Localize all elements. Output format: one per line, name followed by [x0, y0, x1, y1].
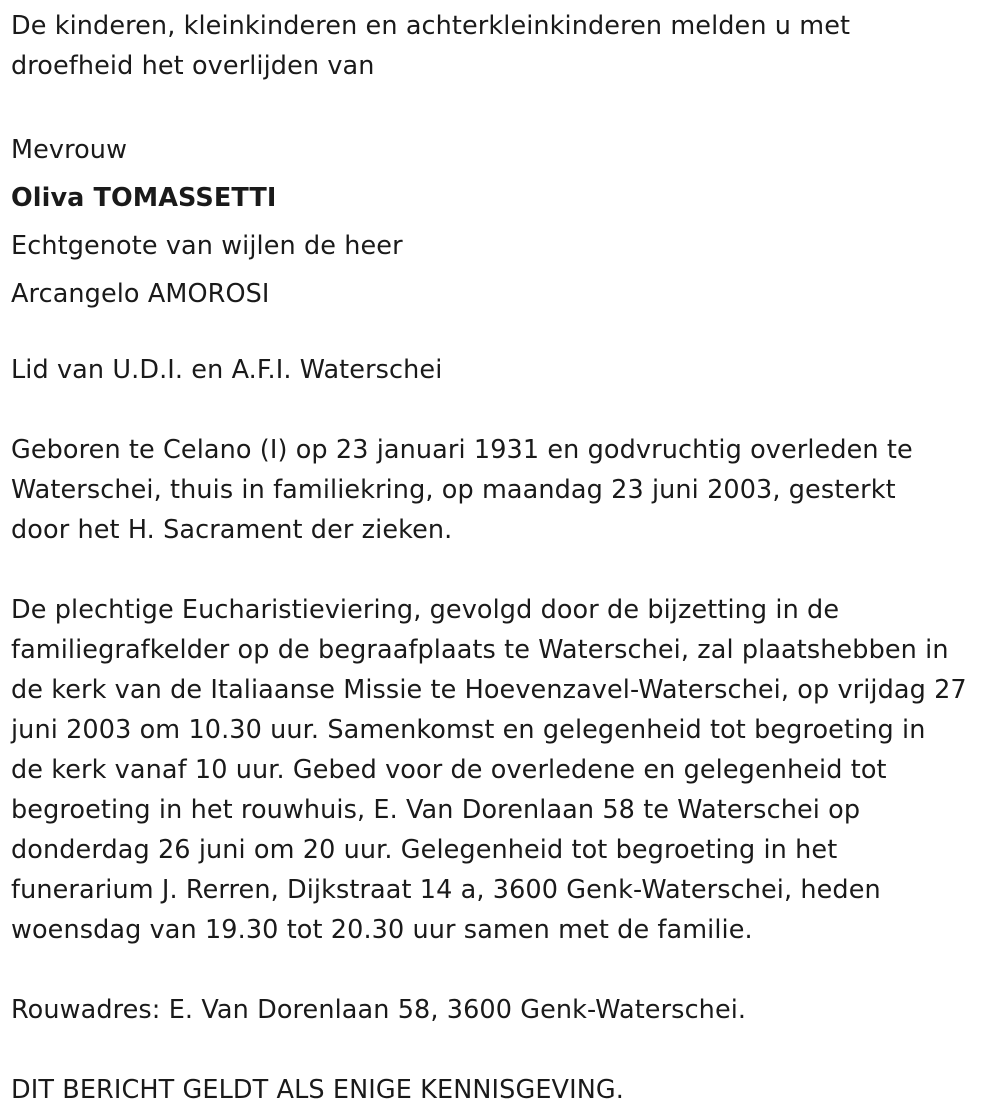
- spacer: [11, 550, 996, 590]
- deceased-name: Oliva TOMASSETTI: [11, 183, 277, 213]
- spacer: [11, 86, 996, 126]
- spacer: [11, 390, 996, 430]
- spacer: [11, 1030, 996, 1070]
- birth-death-paragraph: Geboren te Celano (I) op 23 januari 1931 en godvruchtig overleden te Waterschei, thuis in familiekring, op maandag 23 juni 2003, gesterkt door het H. Sacrament der zieken.: [11, 435, 913, 545]
- ceremony-paragraph: De plechtige Eucharistieviering, gevolgd door de bijzetting in de familiegrafkelder op de begraafplaats te Waterschei, zal plaatshebben in de kerk van de Italiaanse Missie te Hoevenzavel-Waterschei, op vrijdag 27 juni 2003 om 10.30 uur. Samenkomst en gelegenheid tot begroeting in de kerk vanaf 10 uur. Gebed voor de overledene en gelegenheid tot begroeting in het rouwhuis, E. Van Dorenlaan 58 te Waterschei op donderdag 26 juni om 20 uur. Gelegenheid tot begroeting in het funerarium J. Rerren, Dijkstraat 14 a, 3600 Genk-Waterschei, heden woensdag van 19.30 tot 20.30 uur samen met de familie.: [11, 595, 967, 945]
- deceased-block: [11, 126, 996, 318]
- spacer: [11, 318, 996, 350]
- closing-line: DIT BERICHT GELDT ALS ENIGE KENNISGEVING.: [11, 1075, 624, 1105]
- death-notice: [11, 6, 996, 1110]
- address-line: Rouwadres: E. Van Dorenlaan 58, 3600 Genk-Waterschei.: [11, 995, 747, 1025]
- spacer: [11, 950, 996, 990]
- membership-line: Lid van U.D.I. en A.F.I. Waterschei: [11, 355, 443, 385]
- spouse-name: Arcangelo AMOROSI: [11, 279, 270, 309]
- salutation: Mevrouw: [11, 135, 128, 165]
- intro-paragraph: De kinderen, kleinkinderen en achterkleinkinderen melden u met droefheid het overlijden van: [11, 11, 851, 81]
- spouse-line: Echtgenote van wijlen de heer: [11, 231, 403, 261]
